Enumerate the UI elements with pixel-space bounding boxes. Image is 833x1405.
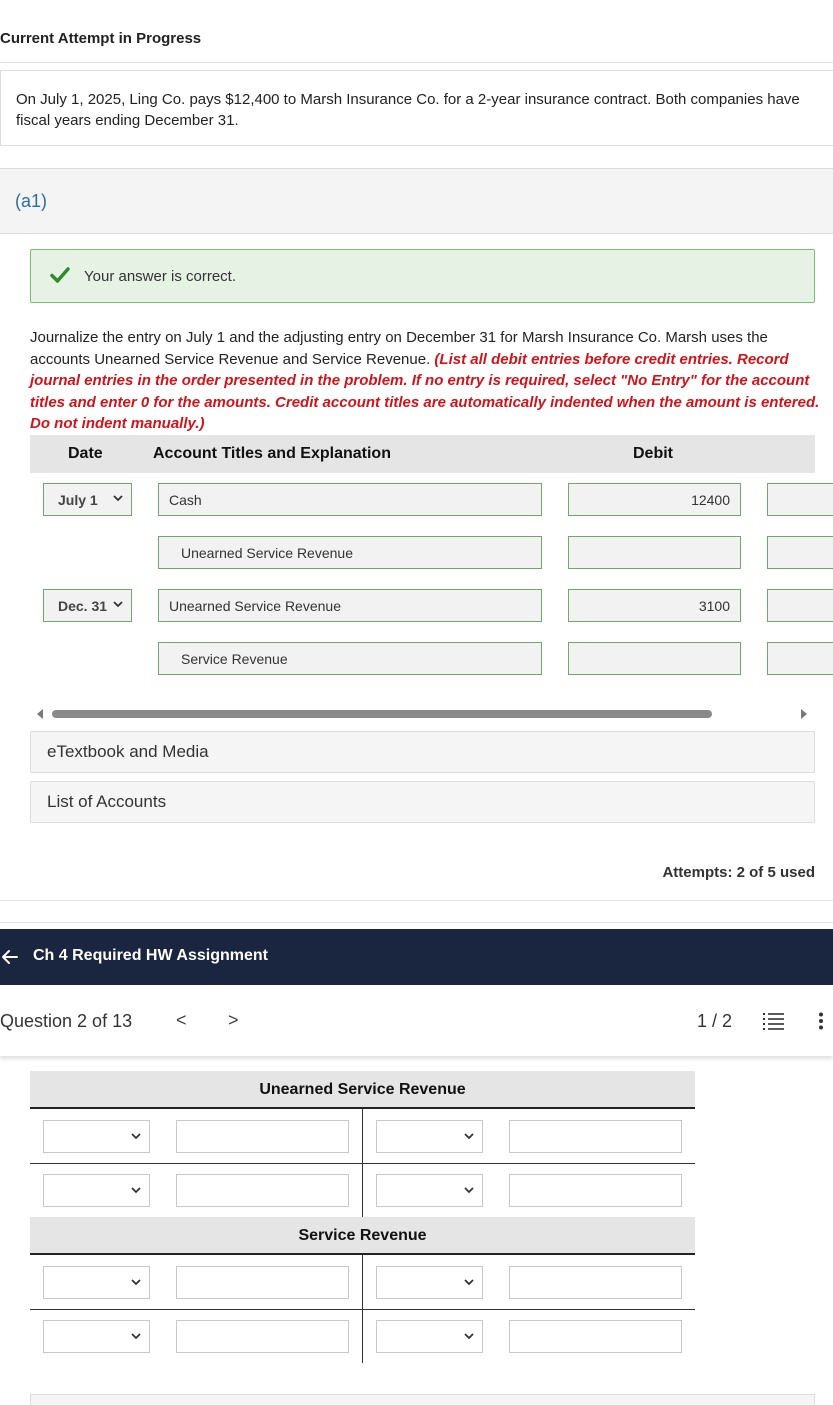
part-label: (a1): [15, 191, 48, 211]
debit-value: 12400: [691, 491, 730, 508]
chevron-down-icon: [113, 599, 123, 609]
t-account-row-line: [30, 1309, 695, 1310]
correct-banner: [30, 249, 815, 303]
more-options-icon[interactable]: [818, 1012, 824, 1030]
account-column-header: Account Titles and Explanation: [153, 445, 391, 462]
t-account-select[interactable]: [376, 1120, 483, 1153]
assignment-title[interactable]: Ch 4 Required HW Assignment: [33, 947, 268, 964]
chevron-down-icon: [464, 1331, 474, 1341]
back-arrow-icon[interactable]: [0, 947, 20, 967]
question-label: Question 2 of 13: [0, 1011, 133, 1031]
chevron-down-icon: [131, 1131, 141, 1141]
debit-field[interactable]: [568, 483, 741, 516]
account-field[interactable]: [158, 536, 542, 569]
divider: [0, 62, 833, 63]
credit-field[interactable]: [767, 483, 833, 516]
t-account-select[interactable]: [43, 1320, 150, 1353]
t-account-select[interactable]: [376, 1174, 483, 1207]
next-question-button[interactable]: >: [228, 1010, 239, 1030]
t-account-select[interactable]: [43, 1120, 150, 1153]
question-bar: [0, 985, 833, 1056]
status-text: Your answer is correct.: [84, 268, 237, 285]
date-select[interactable]: [43, 589, 132, 622]
divider: [0, 900, 833, 901]
debit-column-header: Debit: [633, 445, 673, 462]
chevron-down-icon: [131, 1185, 141, 1195]
debit-value: 3100: [698, 597, 730, 614]
account-value: Cash: [169, 491, 202, 508]
attempt-title: Current Attempt in Progress: [0, 30, 202, 47]
account-field[interactable]: [158, 589, 542, 622]
t-account-amount-input[interactable]: [176, 1174, 349, 1207]
date-column-header: Date: [68, 445, 103, 462]
t-account-title: Service Revenue: [30, 1217, 695, 1255]
scrollbar-thumb[interactable]: [52, 710, 712, 718]
instructions: [30, 327, 820, 435]
instructions-note: (List all debit entries before credit entries. Record journal entries in the order presented in the problem. If no entry is required, select "No Entry" for the account titles and enter 0 for the amounts. Credit account titles are automatically indented when the amount is entered. Do not indent manually.): [30, 350, 820, 432]
list-of-accounts-button[interactable]: List of Accounts: [30, 781, 815, 823]
problem-text: On July 1, 2025, Ling Co. pays $12,400 to Marsh Insurance Co. for a 2-year insurance contract. Both companies have fiscal years ending December 31.: [16, 91, 800, 129]
divider: [0, 922, 833, 923]
t-account-amount-input[interactable]: [509, 1266, 682, 1299]
date-value: July 1: [58, 491, 98, 508]
account-value: Unearned Service Revenue: [169, 597, 341, 614]
part-header[interactable]: [0, 168, 833, 234]
account-field[interactable]: [158, 642, 542, 675]
page-indicator: 1 / 2: [697, 1011, 733, 1031]
assignment-nav-bar: [0, 929, 833, 985]
chevron-down-icon: [464, 1277, 474, 1287]
problem-card: [0, 70, 833, 146]
credit-field[interactable]: [767, 589, 833, 622]
account-field[interactable]: [158, 483, 542, 516]
chevron-down-icon: [464, 1131, 474, 1141]
credit-field[interactable]: [767, 642, 833, 675]
t-account-amount-input[interactable]: [176, 1320, 349, 1353]
date-value: Dec. 31: [58, 597, 108, 614]
t-account-select[interactable]: [43, 1174, 150, 1207]
etextbook-button[interactable]: eTextbook and Media: [30, 731, 815, 773]
account-value: Service Revenue: [181, 650, 288, 667]
instructions-text: Journalize the entry on July 1 and the adjusting entry on December 31 for Marsh Insurance Co. Marsh uses the accounts Unearned Service Revenue and Service Revenue.: [30, 329, 768, 368]
scroll-right-icon[interactable]: [800, 709, 808, 719]
t-account-select[interactable]: [376, 1320, 483, 1353]
horizontal-scrollbar[interactable]: [30, 706, 815, 722]
date-select[interactable]: [43, 483, 132, 516]
attempts-counter: Attempts: 2 of 5 used: [662, 864, 815, 881]
t-account-select[interactable]: [43, 1266, 150, 1299]
t-account-amount-input[interactable]: [509, 1174, 682, 1207]
next-section-card: [30, 1394, 815, 1405]
checkmark-icon: [49, 264, 71, 286]
account-value: Unearned Service Revenue: [181, 544, 353, 561]
t-account-row-line: [30, 1163, 695, 1164]
t-account-amount-input[interactable]: [176, 1266, 349, 1299]
t-account-select[interactable]: [376, 1266, 483, 1299]
question-list-icon[interactable]: [763, 1012, 785, 1030]
debit-field[interactable]: [568, 642, 741, 675]
chevron-down-icon: [131, 1277, 141, 1287]
debit-field[interactable]: [568, 536, 741, 569]
chevron-down-icon: [131, 1331, 141, 1341]
chevron-down-icon: [113, 493, 123, 503]
credit-field[interactable]: [767, 536, 833, 569]
t-account-amount-input[interactable]: [509, 1120, 682, 1153]
chevron-down-icon: [464, 1185, 474, 1195]
debit-field[interactable]: [568, 589, 741, 622]
t-account-title: Unearned Service Revenue: [30, 1071, 695, 1109]
scroll-left-icon[interactable]: [36, 709, 44, 719]
t-account-amount-input[interactable]: [509, 1320, 682, 1353]
journal-table-header: [30, 435, 815, 473]
t-account-amount-input[interactable]: [176, 1120, 349, 1153]
previous-question-button[interactable]: <: [176, 1010, 187, 1030]
